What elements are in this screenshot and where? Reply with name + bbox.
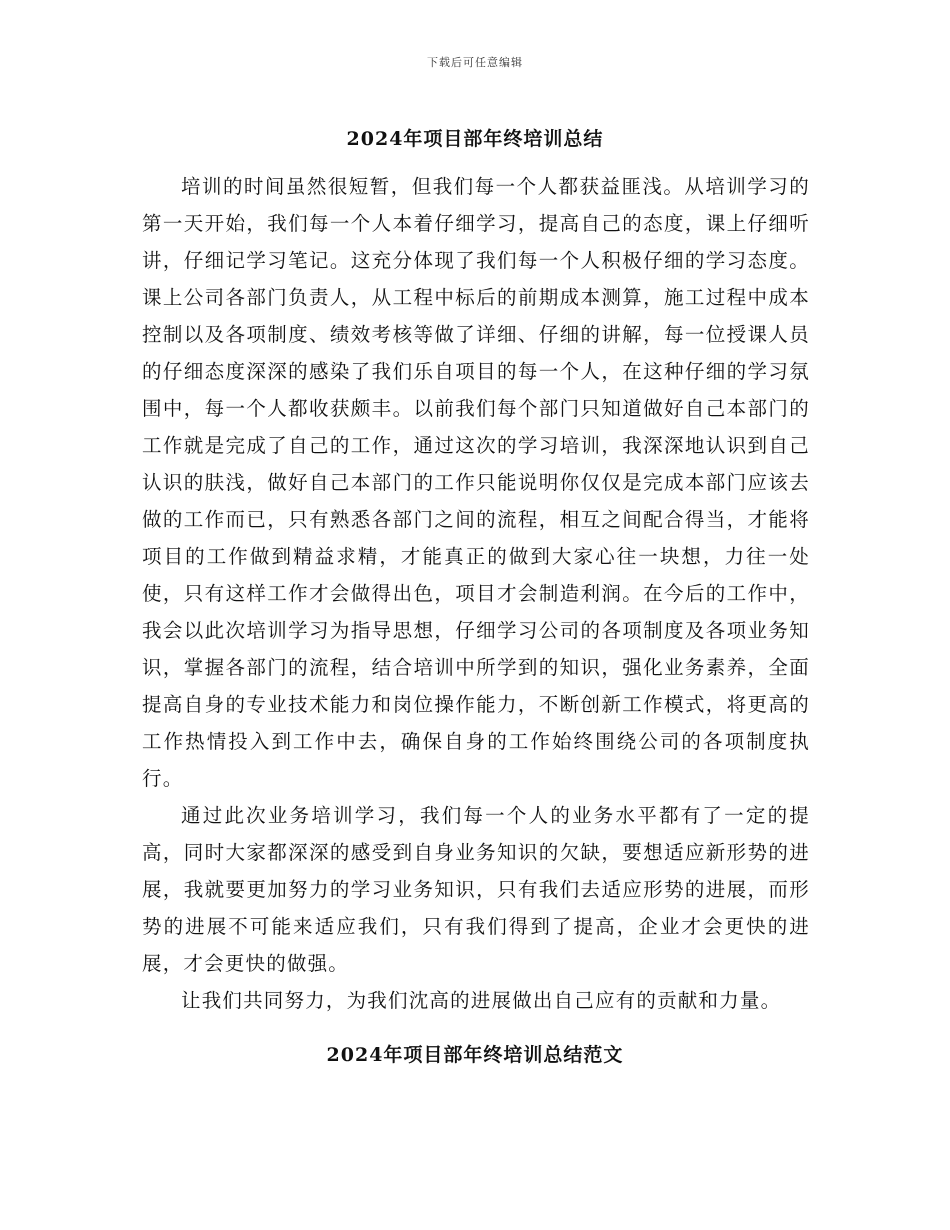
header-note: 下载后可任意编辑	[427, 56, 523, 69]
paragraph-3: 让我们共同努力，为我们沈高的进展做出自己应有的贡献和力量。	[181, 989, 782, 1012]
paragraph-2: 通过此次业务培训学习，我们每一个人的业务水平都有了一定的提高，同时大家都深深的感受到自身业务知识的欠缺，要想适应新形势的进展，我就要更加努力的学习业务知识，只有我们去适应形势的进展，而形势的进展不可能来适应我们，只有我们得到了提高，企业才会更快的进展，才会更快的做强。	[142, 804, 810, 975]
next-section-title: 2024年项目部年终培训总结范文	[326, 1044, 624, 1066]
paragraph-1: 培训的时间虽然很短暂，但我们每一个人都获益匪浅。从培训学习的第一天开始，我们每一个人本着仔细学习，提高自己的态度，课上仔细听讲，仔细记学习笔记。这充分体现了我们每一个人积极仔细的学习态度。课上公司各部门负责人，从工程中标后的前期成本测算，施工过程中成本控制以及各项制度、绩效考核等做了详细、仔细的讲解，每一位授课人员的仔细态度深深的感染了我们乐自项目的每一个人，在这种仔细的学习氛围中，每一个人都收获颇丰。以前我们每个部门只知道做好自己本部门的工作就是完成了自己的工作，通过这次的学习培训，我深深地认识到自己认识的肤浅，做好自己本部门的工作只能说明你仅仅是完成本部门应该去做的工作而已，只有熟悉各部门之间的流程，相互之间配合得当，才能将项目的工作做到精益求精，才能真正的做到大家心往一块想，力往一处使，只有这样工作才会做得出色，项目才会制造利润。在今后的工作中，我会以此次培训学习为指导思想，仔细学习公司的各项制度及各项业务知识，掌握各部门的流程，结合培训中所学到的知识，强化业务素养，全面提高自身的专业技术能力和岗位操作能力，不断创新工作模式，将更高的工作热情投入到工作中去，确保自身的工作始终围绕公司的各项制度执行。	[142, 175, 810, 790]
document-body	[142, 168, 810, 1019]
document-title: 2024年项目部年终培训总结	[346, 128, 604, 150]
